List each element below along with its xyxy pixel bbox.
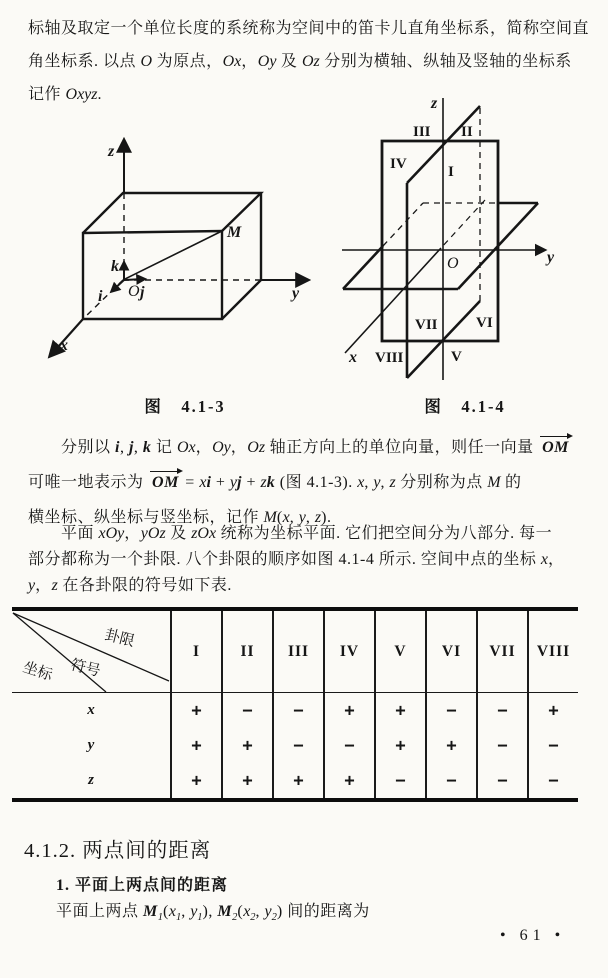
sign-cell: − <box>527 728 578 763</box>
page-number: • 61 • <box>500 927 566 944</box>
corner-label-sign: 符号 <box>69 657 103 681</box>
text-segment: ， <box>241 53 258 70</box>
text-segment: y <box>28 577 36 594</box>
i-vector-label: i <box>98 288 103 305</box>
text-segment: 及 <box>276 53 302 70</box>
text-segment: ), <box>202 903 218 920</box>
figure-octants-diagram <box>335 96 605 388</box>
text-segment: M <box>143 903 158 920</box>
text-segment: 记作 <box>28 86 66 103</box>
text-segment: 轴正方向上的单位向量，则任一向量 <box>265 439 539 456</box>
octant-column-header: VII <box>476 611 527 693</box>
text-segment: y <box>373 474 381 491</box>
octant-7: VII <box>415 317 438 333</box>
text-segment: 为原点， <box>152 53 223 70</box>
sign-cell: − <box>272 728 323 763</box>
text-segment: 1 <box>197 912 203 923</box>
text-segment: ， <box>547 551 565 568</box>
octant-column-header: VIII <box>527 611 578 693</box>
sign-cell: − <box>476 693 527 728</box>
sign-cell: − <box>374 763 425 798</box>
octant-column-header: I <box>170 611 221 693</box>
point-m-label: M <box>227 224 242 241</box>
text-segment: Ox <box>176 439 196 456</box>
text-segment: 在各卦限的符号如下表. <box>57 577 232 594</box>
sign-cell: − <box>527 763 578 798</box>
sign-cell: + <box>170 693 221 728</box>
octant-2: II <box>461 124 473 140</box>
text-segment: 横坐标、纵坐标与竖坐标，记作 <box>28 509 264 526</box>
text-segment: Ox <box>222 53 242 70</box>
text-segment: , <box>181 903 191 920</box>
text-segment: , <box>364 474 374 491</box>
text-segment: ) 间的距离为 <box>276 903 370 920</box>
text-segment: y <box>264 903 272 920</box>
text-segment: 分别以 <box>61 439 116 456</box>
text-segment: i <box>206 474 212 491</box>
sign-cell: + <box>221 763 272 798</box>
text-segment: , <box>119 439 129 456</box>
corner-diagonals <box>12 611 170 693</box>
text-segment: (图 4.1-3). <box>275 474 358 491</box>
z-axis-label: z <box>431 96 438 112</box>
section-heading: 4.1.2. 两点间的距离 <box>24 840 212 862</box>
text-segment: 部分都称为一个卦限. 八个卦限的顺序如图 4.1-4 所示. 空间中点的坐标 <box>28 551 541 568</box>
y-axis-label: y <box>292 285 300 302</box>
text-segment: ， <box>35 577 52 594</box>
text-segment: k <box>142 439 152 456</box>
text-segment: Oz <box>247 439 266 456</box>
text-segment: 标轴及取定一个单位长度的系统称为空间中的笛卡儿直角坐标系，简称空间直 <box>28 20 590 37</box>
y-axis-label: y <box>547 249 555 266</box>
figure-box-diagram <box>40 112 330 388</box>
table-corner-cell <box>12 611 170 693</box>
sign-cell: + <box>323 763 374 798</box>
text-line <box>28 12 590 45</box>
text-segment: y <box>190 903 198 920</box>
sign-cell: − <box>425 693 476 728</box>
text-segment: 分别称为点 <box>395 474 488 491</box>
octant-column-header: V <box>374 611 425 693</box>
octant-5: V <box>451 349 462 365</box>
x-axis-label: x <box>349 349 357 366</box>
sign-cell: + <box>323 693 374 728</box>
text-segment: x <box>282 509 290 526</box>
text-segment: xOy <box>98 525 125 542</box>
text-segment: 的 <box>500 474 522 491</box>
text-segment: ， <box>230 439 248 456</box>
figure-caption-1: 图 4.1-3 <box>144 397 226 416</box>
x-axis-label: x <box>60 337 68 354</box>
text-segment: , <box>380 474 390 491</box>
sign-cell: − <box>323 728 374 763</box>
text-segment: M <box>263 509 277 526</box>
text-segment: 1 <box>175 912 182 923</box>
figure-caption-2: 图 4.1-4 <box>424 397 506 416</box>
distance-intro-line <box>56 898 370 923</box>
text-segment: x <box>540 551 548 568</box>
octant-sign-table <box>12 607 578 802</box>
text-segment: 分别为横轴、纵轴及竖轴的坐标系 <box>319 53 572 70</box>
text-segment: ， <box>124 525 141 542</box>
text-segment: ). <box>321 509 332 526</box>
text-line <box>28 573 584 599</box>
text-segment: x <box>168 903 176 920</box>
sign-cell: − <box>476 763 527 798</box>
text-segment: , <box>133 439 143 456</box>
plane-edges <box>342 98 545 380</box>
text-segment: ( <box>276 509 283 526</box>
text-segment: j <box>237 474 242 491</box>
origin-label: O <box>447 255 459 272</box>
text-segment: , <box>289 509 299 526</box>
text-segment: M <box>487 474 501 491</box>
j-vector-label: j <box>140 284 145 301</box>
octant-column-header: VI <box>425 611 476 693</box>
text-segment: + <box>211 474 230 491</box>
text-segment: j <box>128 439 134 456</box>
sign-cell: − <box>272 693 323 728</box>
sign-cell: + <box>374 728 425 763</box>
text-segment: 1 <box>157 912 163 923</box>
sign-cell: − <box>476 728 527 763</box>
box-edges <box>50 140 308 356</box>
figure-labels <box>59 143 300 354</box>
unit-vector-paragraph <box>28 430 584 535</box>
text-segment: z <box>314 509 322 526</box>
text-segment: 可唯一地表示为 <box>28 474 149 491</box>
corner-label-octant: 卦限 <box>103 627 137 651</box>
text-segment: x <box>357 474 365 491</box>
text-segment: , <box>255 903 265 920</box>
text-segment: Oz <box>301 53 320 70</box>
octant-column-header: IV <box>323 611 374 693</box>
text-segment: z <box>51 577 58 594</box>
octant-column-header: III <box>272 611 323 693</box>
subsection-heading: 1. 平面上两点间的距离 <box>56 877 229 894</box>
text-segment: y <box>229 474 238 491</box>
text-segment: O <box>140 53 153 70</box>
text-segment: OM <box>152 474 179 491</box>
text-segment: 统称为坐标平面. 它们把空间分为八部分. 每一 <box>216 525 553 542</box>
text-segment: Oxyz <box>65 86 98 103</box>
text-segment: Oy <box>257 53 277 70</box>
text-segment: , <box>305 509 315 526</box>
sign-cell: + <box>170 763 221 798</box>
sign-cell: + <box>272 763 323 798</box>
text-segment: 平面 <box>61 525 99 542</box>
octant-3: III <box>413 124 431 140</box>
text-segment: 2 <box>250 912 256 923</box>
text-segment: z <box>260 474 267 491</box>
text-segment: OM <box>542 439 569 456</box>
text-segment: . <box>97 86 102 103</box>
sign-cell: − <box>221 693 272 728</box>
sign-cell: + <box>221 728 272 763</box>
text-segment: yOz <box>140 525 166 542</box>
octant-8: VIII <box>375 350 404 366</box>
text-segment: ， <box>195 439 213 456</box>
coordinate-row-label: x <box>87 702 95 718</box>
text-segment: zOx <box>191 525 217 542</box>
text-segment: x <box>243 903 251 920</box>
text-line <box>28 430 584 465</box>
z-axis-label: z <box>108 143 115 160</box>
sign-cell: + <box>425 728 476 763</box>
text-line <box>28 465 584 500</box>
sign-cell: + <box>170 728 221 763</box>
origin-label: O <box>128 283 140 300</box>
text-segment: 记 <box>151 439 177 456</box>
coordinate-row-label: z <box>88 772 94 788</box>
k-vector-label: k <box>111 258 119 275</box>
sign-cell: + <box>374 693 425 728</box>
text-segment: z <box>389 474 396 491</box>
text-segment: + <box>241 474 261 491</box>
corner-label-coordinate: 坐标 <box>20 659 55 685</box>
text-segment: 2 <box>232 912 238 923</box>
text-segment: y <box>298 509 306 526</box>
text-segment: = <box>180 474 200 491</box>
text-segment: 平面上两点 <box>56 903 144 920</box>
text-segment: k <box>266 474 276 491</box>
text-line <box>28 45 584 78</box>
text-segment: i <box>115 439 120 456</box>
text-segment: ( <box>163 903 169 920</box>
text-segment: x <box>199 474 207 491</box>
octant-1: I <box>448 164 454 180</box>
coordinate-row-label: y <box>87 737 95 753</box>
text-segment: Oy <box>212 439 231 456</box>
text-segment: ( <box>237 903 244 920</box>
sign-cell: + <box>527 693 578 728</box>
text-segment: M <box>217 903 233 920</box>
text-segment: 2 <box>271 912 277 923</box>
octant-6: VI <box>476 315 493 331</box>
octant-paragraph <box>28 521 584 599</box>
text-line <box>28 521 584 547</box>
octant-column-header: II <box>221 611 272 693</box>
sign-cell: − <box>425 763 476 798</box>
text-segment: 及 <box>165 525 192 542</box>
text-segment: 角坐标系. 以点 <box>28 53 141 70</box>
octant-4: IV <box>390 156 407 172</box>
text-line <box>28 547 584 573</box>
